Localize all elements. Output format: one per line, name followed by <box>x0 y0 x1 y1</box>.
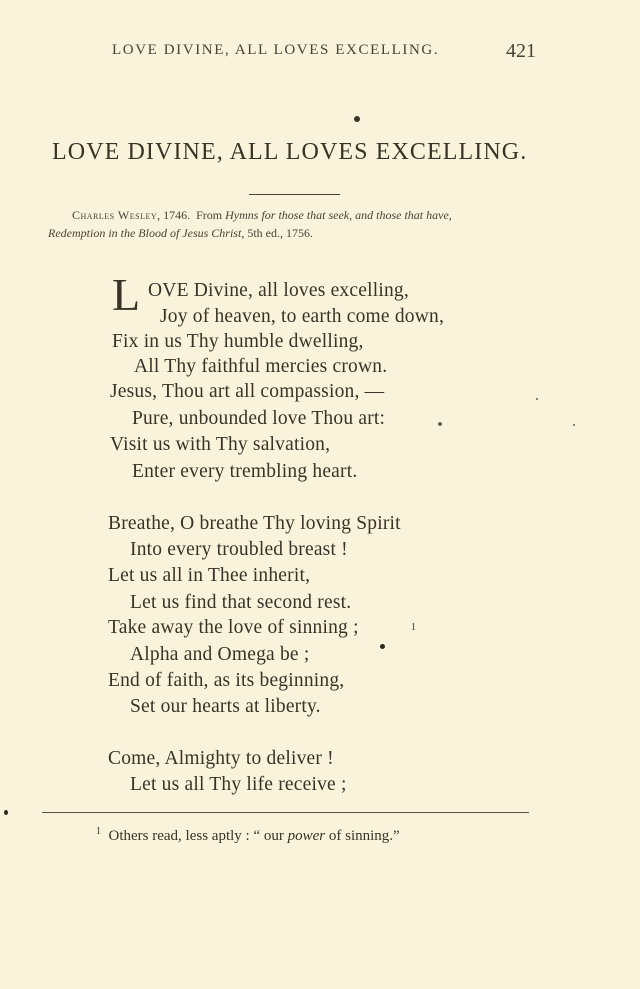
hymn-line: All Thy faithful mercies crown. <box>134 356 388 377</box>
hymn-line: End of faith, as its beginning, <box>108 670 345 691</box>
footnote-italic-word: power <box>287 828 326 844</box>
footnote-marker: 1 <box>411 622 416 633</box>
drop-cap: L <box>112 269 141 320</box>
hymn-line: Joy of heaven, to earth come down, <box>160 306 445 327</box>
hymn-line: Into every troubled breast ! <box>130 539 348 560</box>
hymn-line: OVE Divine, all loves excelling, <box>148 280 409 301</box>
source-edition: , 5th ed., 1756. <box>241 226 313 240</box>
footnote-number: 1 <box>96 826 101 837</box>
source-title: Hymns for those that seek, and those that have, <box>225 208 452 222</box>
source-title-cont: Redemption in the Blood of Jesus Christ <box>48 226 242 240</box>
hymn-line: Pure, unbounded love Thou art: <box>132 408 386 429</box>
print-speck <box>573 424 575 426</box>
footnote-text-before: Others read, less aptly : “ our <box>108 828 288 844</box>
author-year: , 1746. <box>157 208 191 222</box>
title-rule <box>249 194 340 195</box>
hymn-line: Breathe, O breathe Thy loving Spirit <box>108 513 401 534</box>
source-from: From <box>196 208 223 222</box>
print-speck <box>380 644 385 649</box>
footnote <box>96 826 400 845</box>
print-speck <box>536 398 538 400</box>
footnote-text-after: of sinning.” <box>325 828 400 844</box>
hymn-line: Alpha and Omega be ; <box>130 644 310 665</box>
hymn-line: Take away the love of sinning ; <box>108 617 359 638</box>
ornament-dot <box>354 116 360 122</box>
hymn-line: Visit us with Thy salvation, <box>110 434 331 455</box>
print-speck <box>438 422 442 426</box>
hymn-line: Let us all Thy life receive ; <box>130 774 347 795</box>
running-head: LOVE DIVINE, ALL LOVES EXCELLING. <box>112 42 440 58</box>
attribution <box>48 206 540 242</box>
hymn-line: Set our hearts at liberty. <box>130 696 321 717</box>
hymn-title: LOVE DIVINE, ALL LOVES EXCELLING. <box>52 139 528 165</box>
print-speck <box>4 810 8 815</box>
hymn-line: Let us all in Thee inherit, <box>108 565 311 586</box>
page-number: 421 <box>506 40 536 62</box>
footnote-rule <box>42 812 529 813</box>
hymn-line: Let us find that second rest. <box>130 592 352 613</box>
author-name: Charles Wesley <box>72 208 158 222</box>
hymn-line: Jesus, Thou art all compassion, — <box>110 381 385 402</box>
hymn-line: Enter every trembling heart. <box>132 461 358 482</box>
hymn-line: Fix in us Thy humble dwelling, <box>112 331 364 352</box>
hymn-line: Come, Almighty to deliver ! <box>108 748 334 769</box>
